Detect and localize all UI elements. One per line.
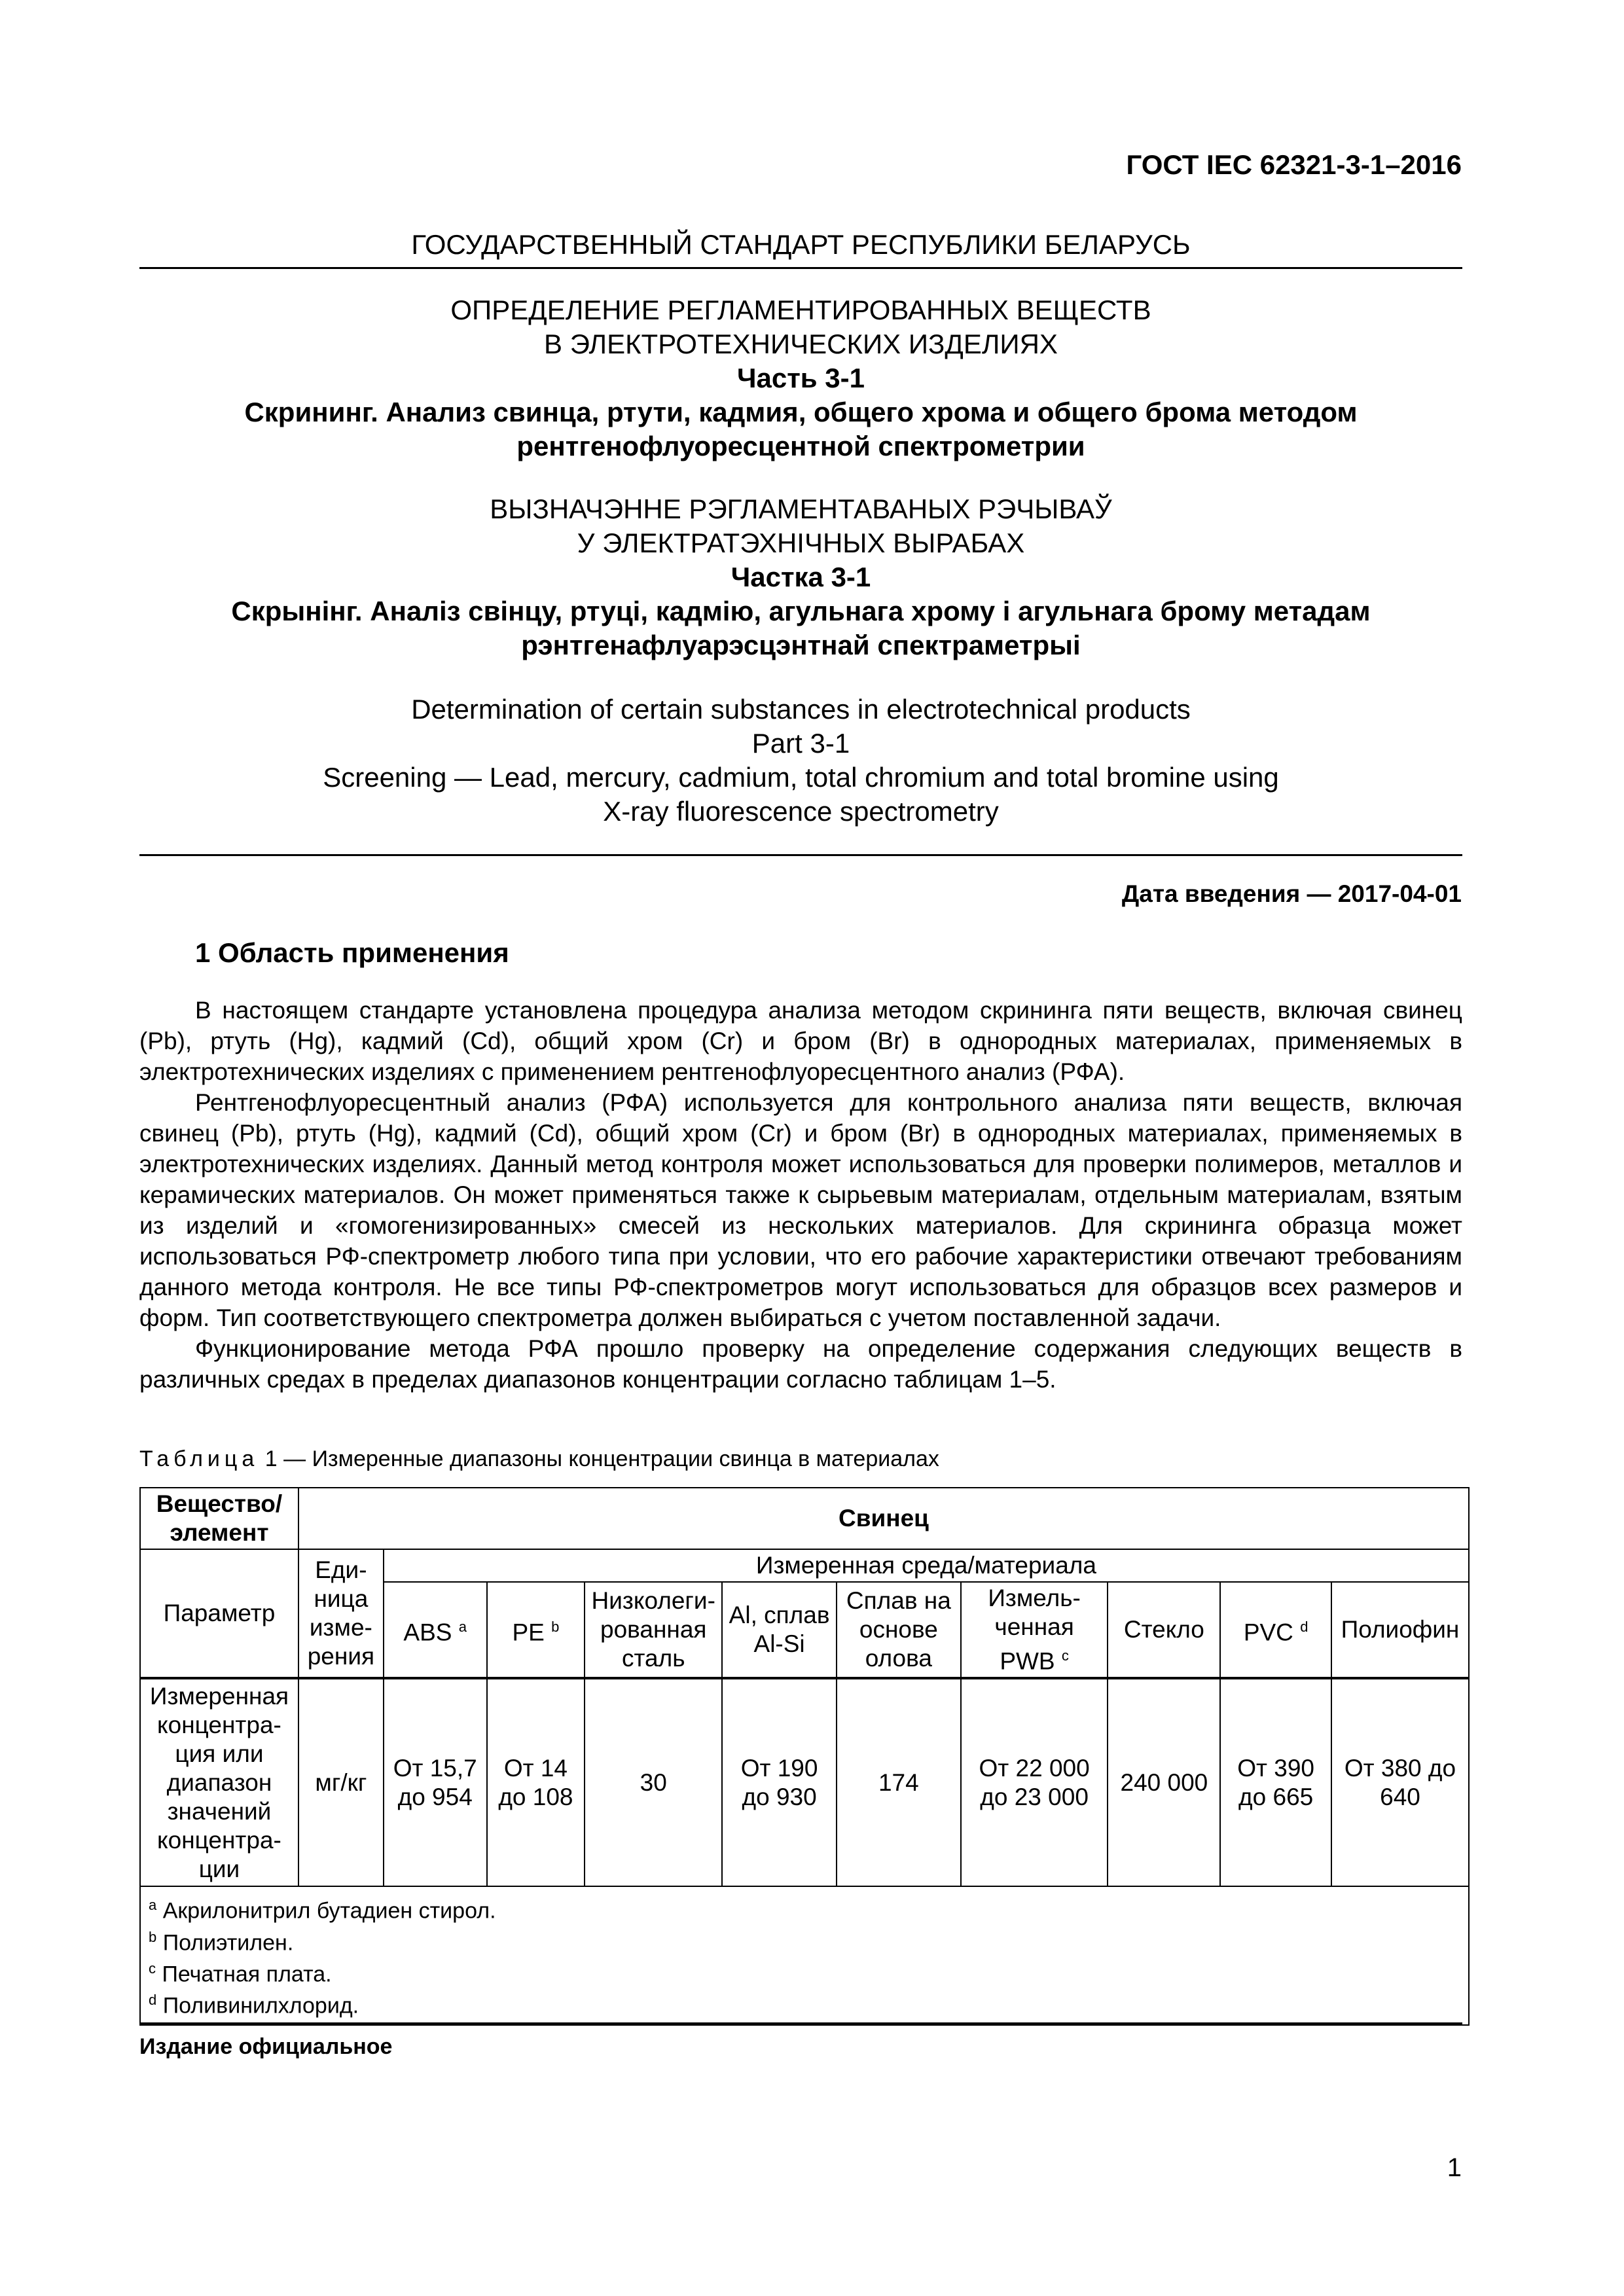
table-cell: 174 — [837, 1678, 961, 1886]
title-by-line1: ВЫЗНАЧЭННЕ РЭГЛАМЕНТАВАНЫХ РЭЧЫВАЎ — [490, 493, 1112, 524]
table-caption — [139, 1446, 939, 1472]
column-header: Полиофин — [1331, 1582, 1469, 1678]
footer-rule — [139, 2022, 1462, 2024]
unit-header: Единица измерения — [298, 1549, 384, 1678]
column-header: Низколегированная сталь — [585, 1582, 722, 1678]
paragraph: В настоящем стандарте установлена процедура анализа методом скрининга пяти веществ, включая свинец (Pb), ртуть (Hg), кадмий (Cd), общий хром (Cr) и бром (Br) в однородных материалах, применяемых в электротехнических изделиях с применением рентгенофлуоресцентного анализ (РФА). — [139, 997, 1462, 1085]
section-heading: 1 Область применения — [195, 937, 509, 968]
table-cell: От 190 до 930 — [722, 1678, 837, 1886]
title-en-part: Part 3-1 — [751, 728, 850, 759]
substance-name: Свинец — [298, 1488, 1469, 1549]
row-unit: мг/кг — [298, 1678, 384, 1886]
title-ru-line3: Скрининг. Анализ свинца, ртути, кадмия, общего хрома и общего брома методом — [244, 397, 1358, 427]
footnote: $^d$ Поливинилхлорид. — [149, 1992, 359, 2018]
substance-header: Вещество/ элемент — [140, 1488, 298, 1549]
lead-concentration-table — [139, 1487, 1470, 2026]
title-ru-line1: ОПРЕДЕЛЕНИЕ РЕГЛАМЕНТИРОВАННЫХ ВЕЩЕСТВ — [450, 295, 1151, 325]
edition-label: Издание официальное — [139, 2034, 393, 2059]
column-header: Стекло — [1108, 1582, 1220, 1678]
document-code: ГОСТ IEC 62321-3-1–2016 — [1126, 149, 1462, 180]
title-by-line2: У ЭЛЕКТРАТЭХНІЧНЫХ ВЫРАБАХ — [577, 528, 1025, 558]
table-cell: От 380 до 640 — [1331, 1678, 1469, 1886]
title-en-line1: Determination of certain substances in electrotechnical products — [411, 694, 1191, 725]
column-header: Сплав на основе олова — [837, 1582, 961, 1678]
title-en-line3: Screening — Lead, mercury, cadmium, total chromium and total bromine using — [323, 762, 1279, 793]
title-belarusian — [139, 492, 1462, 662]
title-ru-line2: В ЭЛЕКТРОТЕХНИЧЕСКИХ ИЗДЕЛИЯХ — [544, 329, 1058, 359]
title-russian — [139, 293, 1462, 463]
page-number: 1 — [1447, 2153, 1462, 2182]
table-footnotes — [140, 1886, 1469, 2024]
column-header: ABS $^a$ — [384, 1582, 487, 1678]
parameter-header: Параметр — [140, 1549, 298, 1678]
column-header: Измельченная PWB $^c$ — [961, 1582, 1108, 1678]
title-by-part: Частка 3-1 — [731, 562, 871, 592]
paragraph: Рентгенофлуоресцентный анализ (РФА) используется для контрольного анализа пяти веществ, включая свинец (Pb), ртуть (Hg), кадмий (Cd), общий хром (Cr) и бром (Br) в однородных материалах, применяемых в электротехнических изделиях. Данный метод контроля может использоваться для проверки полимеров, металлов и керамических материалов. Он может применяться также к сырьевым материалам, отдельным материалам, взятым из изделий и «гомогенизированных» смесей из нескольких материалов. Для скрининга образца может использоваться РФ-спектрометр любого типа при условии, что его рабочие характеристики отвечают требованиям данного метода контроля. Не все типы РФ-спектрометров могут использоваться для образцов всех размеров и форм. Тип соответствующего спектрометра должен выбираться с учетом поставленной задачи. — [139, 1089, 1462, 1331]
state-standard-title: ГОСУДАРСТВЕННЫЙ СТАНДАРТ РЕСПУБЛИКИ БЕЛАРУСЬ — [411, 229, 1191, 260]
column-header: PE $^b$ — [487, 1582, 585, 1678]
table-cell: 30 — [585, 1678, 722, 1886]
table-caption-text: 1 — Измеренные диапазоны концентрации свинца в материалах — [264, 1446, 939, 1471]
title-by-line3: Скрынінг. Аналіз свінцу, ртуці, кадмію, агульнага хрому і агульнага брому метадам — [231, 596, 1371, 626]
table-cell: От 22 000 до 23 000 — [961, 1678, 1108, 1886]
row-parameter: Измеренная концентрация или диапазон значений концентрации — [140, 1678, 298, 1886]
table-cell: От 14 до 108 — [487, 1678, 585, 1886]
footnote: $^b$ Полиэтилен. — [149, 1928, 294, 1955]
table-cell: От 390 до 665 — [1220, 1678, 1331, 1886]
title-by-line4: рэнтгенафлуарэсцэнтнай спектраметрыі — [521, 630, 1081, 660]
table-cell: 240 000 — [1108, 1678, 1220, 1886]
column-header: PVC $^d$ — [1220, 1582, 1331, 1678]
paragraph: Функционирование метода РФА прошло проверку на определение содержания следующих веществ в различных средах в пределах диапазонов концентрации согласно таблицам 1–5. — [139, 1335, 1462, 1393]
introduction-date: Дата введения — 2017-04-01 — [1121, 880, 1462, 907]
header-rule — [139, 267, 1462, 269]
medium-header: Измеренная среда/материала — [384, 1549, 1469, 1582]
column-header: Al, сплав Al-Si — [722, 1582, 837, 1678]
title-en-line4: X-ray fluorescence spectrometry — [603, 796, 999, 827]
footnote: $^c$ Печатная плата. — [149, 1960, 332, 1987]
title-english — [139, 692, 1462, 829]
title-ru-line4: рентгенофлуоресцентной спектрометрии — [516, 431, 1085, 461]
table-caption-prefix: Таблица — [139, 1446, 259, 1471]
table-cell: От 15,7 до 954 — [384, 1678, 487, 1886]
title-rule — [139, 854, 1462, 856]
title-ru-part: Часть 3-1 — [737, 363, 865, 393]
scope-text — [139, 995, 1462, 1395]
footnote: $^a$ Акрилонитрил бутадиен стирол. — [149, 1897, 496, 1924]
